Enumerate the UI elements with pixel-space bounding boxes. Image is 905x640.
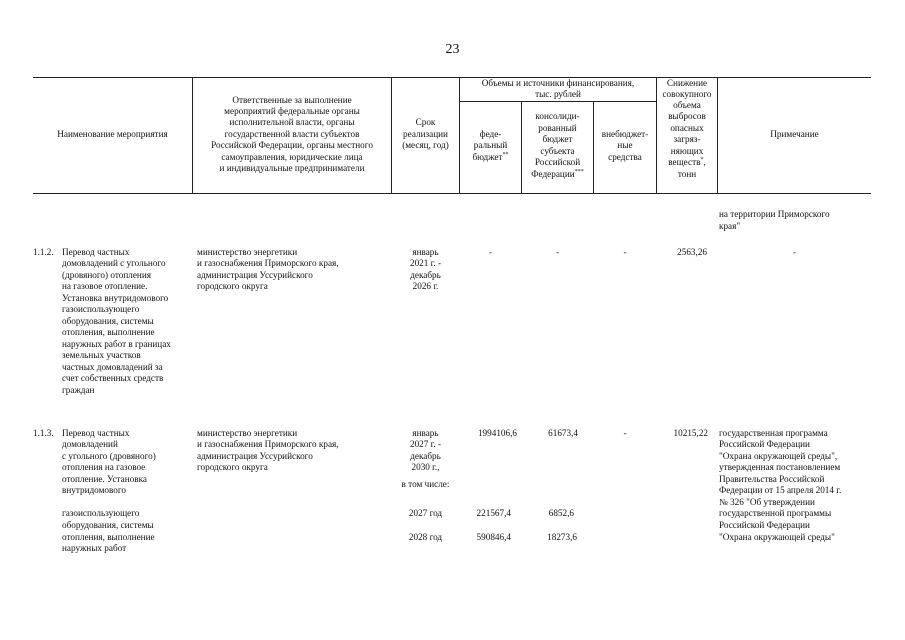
row-offbudget: - bbox=[623, 428, 627, 438]
header-name: Наименование мероприятия bbox=[57, 129, 168, 139]
row-offbudget: - bbox=[623, 247, 627, 257]
row-federal: - bbox=[488, 247, 493, 257]
header-bottom-rule bbox=[33, 193, 871, 194]
page-number: 23 bbox=[445, 42, 460, 57]
header-note: Примечание bbox=[770, 129, 819, 139]
row-number: 1.1.2. bbox=[33, 247, 54, 257]
header-top-rule bbox=[33, 77, 871, 78]
row-regional: 61673,4 bbox=[548, 428, 578, 438]
row-number: 1.1.3. bbox=[33, 428, 54, 438]
finance-group-rule bbox=[460, 101, 656, 102]
row-federal: 1994106,6 bbox=[477, 428, 517, 438]
row-regional: - bbox=[555, 247, 560, 257]
row-reduction: 10215,22 bbox=[673, 428, 708, 438]
row-note: - bbox=[792, 247, 797, 257]
row-reduction: 2563,26 bbox=[677, 247, 707, 257]
